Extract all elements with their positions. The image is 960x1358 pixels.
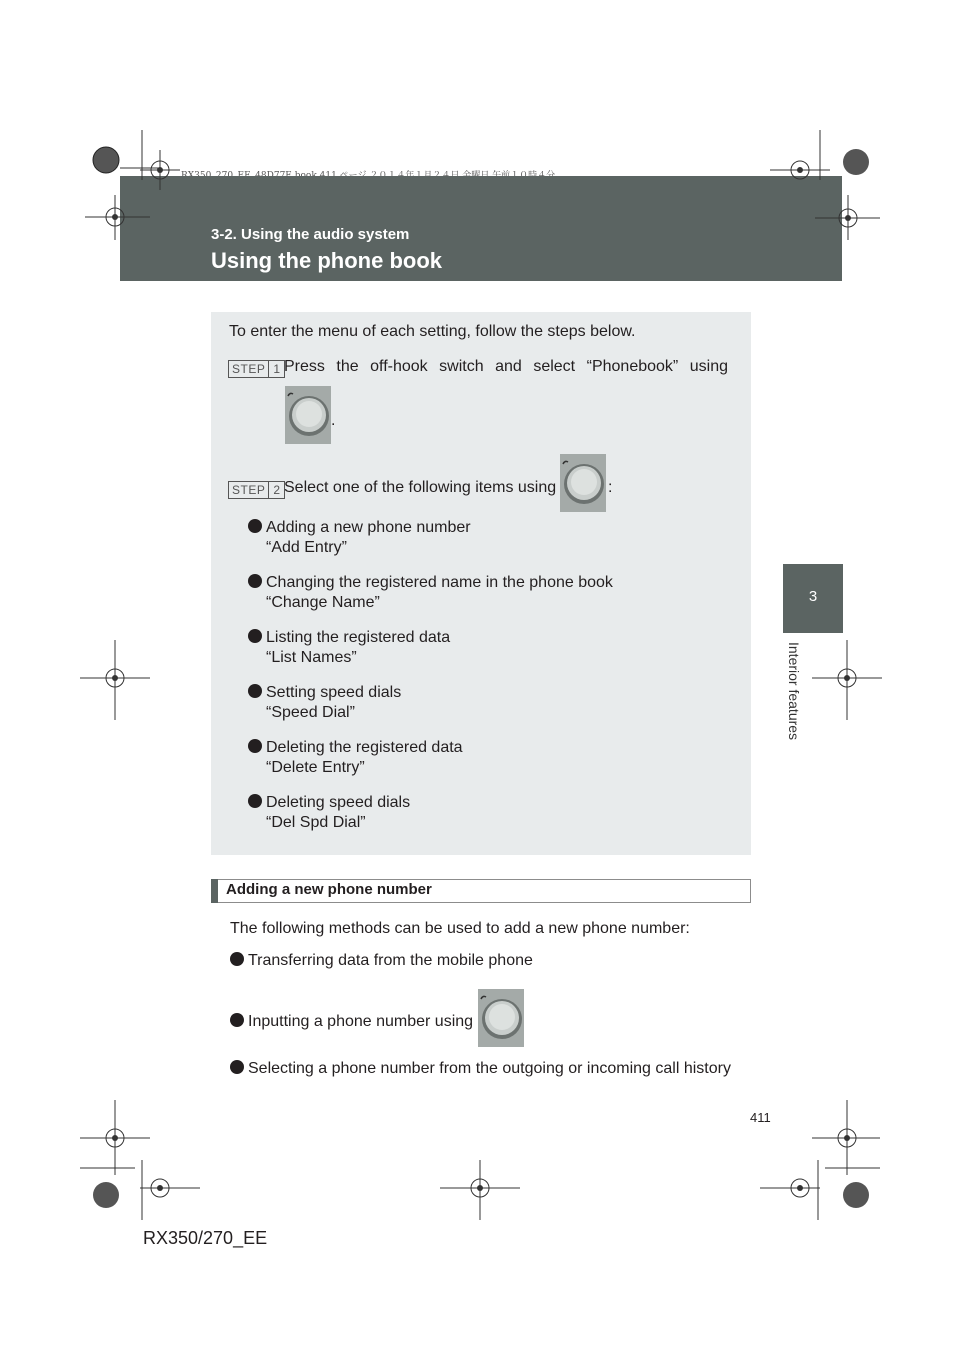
registration-mark-icon xyxy=(770,130,880,240)
bullet-icon xyxy=(248,519,262,533)
step1-badge xyxy=(228,360,285,378)
controller-knob-icon xyxy=(478,989,524,1047)
list-item xyxy=(248,519,471,557)
chapter-number: 3 xyxy=(808,588,818,605)
controller-knob-icon xyxy=(285,386,331,444)
registration-mark-icon xyxy=(140,150,180,190)
registration-mark-icon xyxy=(760,1100,880,1220)
page-number: 411 xyxy=(750,1110,771,1125)
list-item xyxy=(248,684,401,722)
list-item xyxy=(248,794,410,832)
list-item xyxy=(230,1013,473,1031)
list-item xyxy=(230,1060,731,1078)
steps-panel xyxy=(211,312,751,855)
item-desc: Deleting speed dials xyxy=(266,794,411,811)
item-desc: Listing the registered data xyxy=(266,629,451,646)
subsection-heading: Adding a new phone number xyxy=(226,881,432,898)
step2-badge xyxy=(228,481,285,499)
item-name: “Change Name” xyxy=(266,594,380,611)
steps-intro: To enter the menu of each setting, follow the steps below. xyxy=(229,323,636,340)
step2-suffix: : xyxy=(608,479,613,496)
registration-mark-icon xyxy=(812,640,882,720)
model-footer: RX350/270_EE xyxy=(143,1228,268,1248)
item-name: “List Names” xyxy=(266,649,357,666)
item-desc: Setting speed dials xyxy=(266,684,402,701)
registration-mark-icon xyxy=(440,1160,520,1220)
method-text: Selecting a phone number from the outgoing or incoming call history xyxy=(248,1060,731,1077)
registration-mark-icon xyxy=(80,1100,200,1220)
bullet-icon xyxy=(248,739,262,753)
bullet-icon xyxy=(230,952,244,966)
step1-text: Press the off-hook switch and select “Phonebook” using xyxy=(284,358,728,375)
method-text: Inputting a phone number using xyxy=(248,1013,474,1030)
bullet-icon xyxy=(248,794,262,808)
chapter-label: Interior features xyxy=(786,642,802,741)
chapter-tab xyxy=(783,564,843,633)
item-name: “Speed Dial” xyxy=(266,704,355,721)
bullet-icon xyxy=(230,1060,244,1074)
item-desc: Deleting the registered data xyxy=(266,739,463,756)
item-desc: Changing the registered name in the phone book xyxy=(266,574,613,591)
list-item xyxy=(248,629,450,667)
item-desc: Adding a new phone number xyxy=(266,519,471,536)
subsection-heading-mark xyxy=(211,879,218,903)
section-title: 3-2. Using the audio system xyxy=(211,226,410,243)
subsection-intro: The following methods can be used to add a new phone number: xyxy=(230,920,690,937)
bullet-icon xyxy=(248,629,262,643)
item-name: “Del Spd Dial” xyxy=(266,814,366,831)
bullet-icon xyxy=(248,684,262,698)
item-name: “Add Entry” xyxy=(266,539,347,556)
bullet-icon xyxy=(230,1013,244,1027)
bullet-icon xyxy=(248,574,262,588)
controller-knob-icon xyxy=(560,454,606,512)
list-item xyxy=(248,574,613,612)
item-name: “Delete Entry” xyxy=(266,759,365,776)
list-item xyxy=(248,739,463,777)
step1-suffix: . xyxy=(331,412,336,429)
step1-badge-num: 1 xyxy=(268,361,284,377)
step2-badge-num: 2 xyxy=(268,482,284,498)
chapter-header xyxy=(120,176,842,281)
list-item xyxy=(230,952,533,970)
step2-text: Select one of the following items using xyxy=(284,479,557,496)
step1-badge-word: STEP xyxy=(232,362,266,376)
page-title: Using the phone book xyxy=(211,248,442,273)
step2-badge-word: STEP xyxy=(232,483,266,497)
registration-mark-icon xyxy=(80,640,150,720)
method-text: Transferring data from the mobile phone xyxy=(248,952,533,969)
